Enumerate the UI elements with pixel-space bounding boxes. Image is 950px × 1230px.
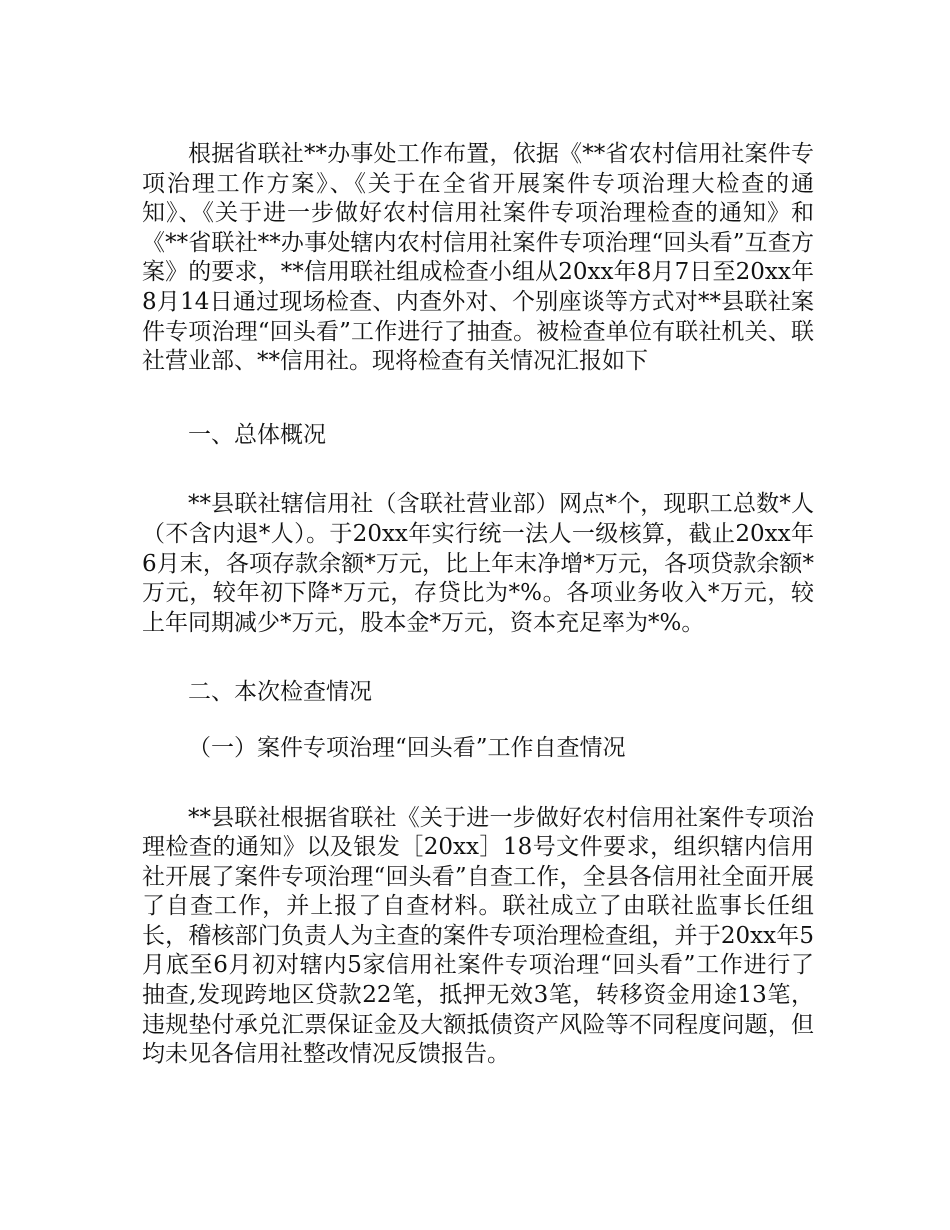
section-heading-overview: 一、总体概况: [188, 421, 326, 448]
spacer: [142, 450, 814, 490]
spacer: [142, 708, 814, 734]
spacer: [142, 638, 814, 678]
overview-paragraph: **县联社辖信用社（含联社营业部）网点*个，现职工总数*人（不含内退*人）。于20xx年实行统一法人一级核算，截止20xx年6月末，各项存款余额*万元，比上年末净增*万元，各项贷款余额*万元，较年初下降*万元，存贷比为*%。各项业务收入*万元，较上年同期减少*万元，股本金*万元，资本充足率为*%。: [142, 491, 814, 636]
section-heading-inspection: 二、本次检查情况: [188, 679, 372, 706]
subsection-heading-self-check: （一）案件专项治理“回头看”工作自查情况: [188, 734, 626, 761]
spacer: [142, 377, 814, 421]
spacer: [142, 764, 814, 804]
intro-paragraph: 根据省联社**办事处工作布置，依据《**省农村信用社案件专项治理工作方案》、《关于在全省开展案件专项治理大检查的通知》、《关于进一步做好农村信用社案件专项治理检查的通知》和《**省联社**办事处辖内农村信用社案件专项治理“回头看”互查方案》的要求，**信用联社组成检查小组从20xx年8月7日至20xx年8月14日通过现场检查、内查外对、个别座谈等方式对**县联社案件专项治理“回头看”工作进行了抽查。被检查单位有联社机关、联社营业部、**信用社。现将检查有关情况汇报如下: [142, 141, 814, 375]
self-check-paragraph: **县联社根据省联社《关于进一步做好农村信用社案件专项治理检查的通知》以及银发［20xx］18号文件要求，组织辖内信用社开展了案件专项治理“回头看”自查工作，全县各信用社全面开展了自查工作，并上报了自查材料。联社成立了由联社监事长任组长，稽核部门负责人为主查的案件专项治理检查组，并于20xx年5月底至6月初对辖内5家信用社案件专项治理“回头看”工作进行了抽查,发现跨地区贷款22笔，抵押无效3笔，转移资金用途13笔，违规垫付承兑汇票保证金及大额抵债资产风险等不同程度问题，但均未见各信用社整改情况反馈报告。: [142, 804, 814, 1068]
document-page: [142, 140, 814, 1070]
